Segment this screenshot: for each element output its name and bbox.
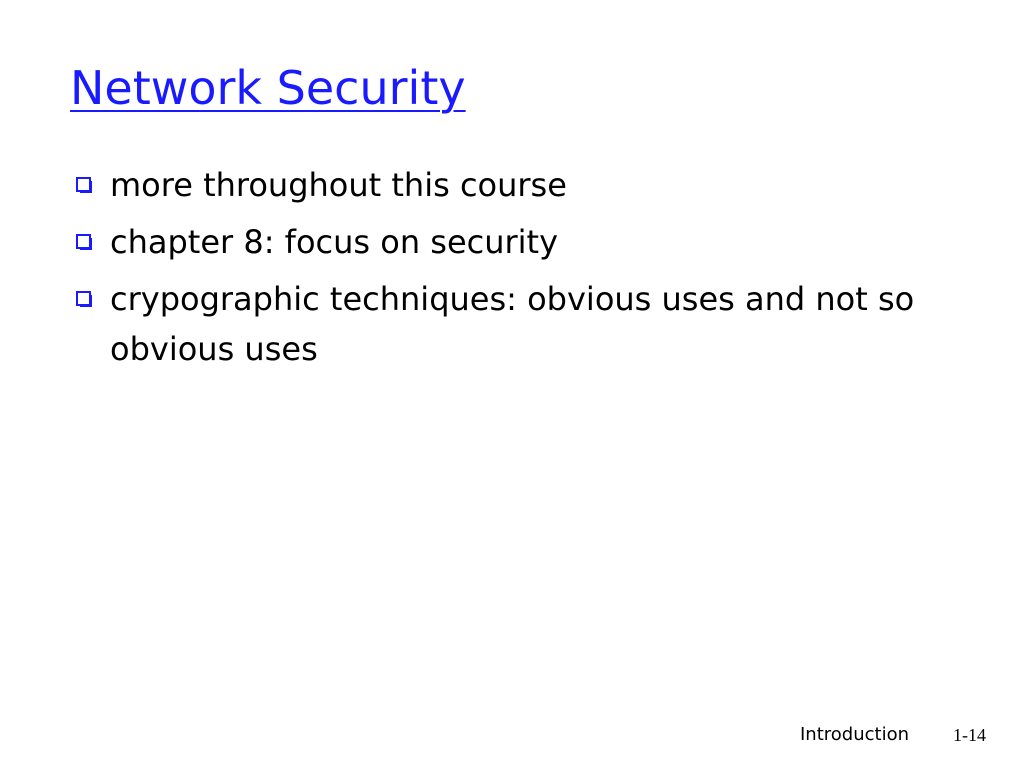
checkbox-square-icon (76, 234, 91, 249)
bullet-item (76, 274, 916, 374)
bullet-text: chapter 8: focus on security (110, 223, 559, 261)
checkbox-square-icon (76, 291, 91, 306)
bullet-list (76, 160, 916, 381)
footer-section-label: Introduction (800, 724, 910, 745)
bullet-item (76, 160, 916, 210)
bullet-text: more throughout this course (110, 166, 567, 204)
checkbox-square-icon (76, 177, 91, 192)
bullet-text: crypographic techniques: obvious uses and not so obvious uses (110, 280, 915, 368)
bullet-item (76, 217, 916, 267)
footer-page-number: 1-14 (953, 725, 986, 745)
slide-title: Network Security (70, 61, 466, 115)
